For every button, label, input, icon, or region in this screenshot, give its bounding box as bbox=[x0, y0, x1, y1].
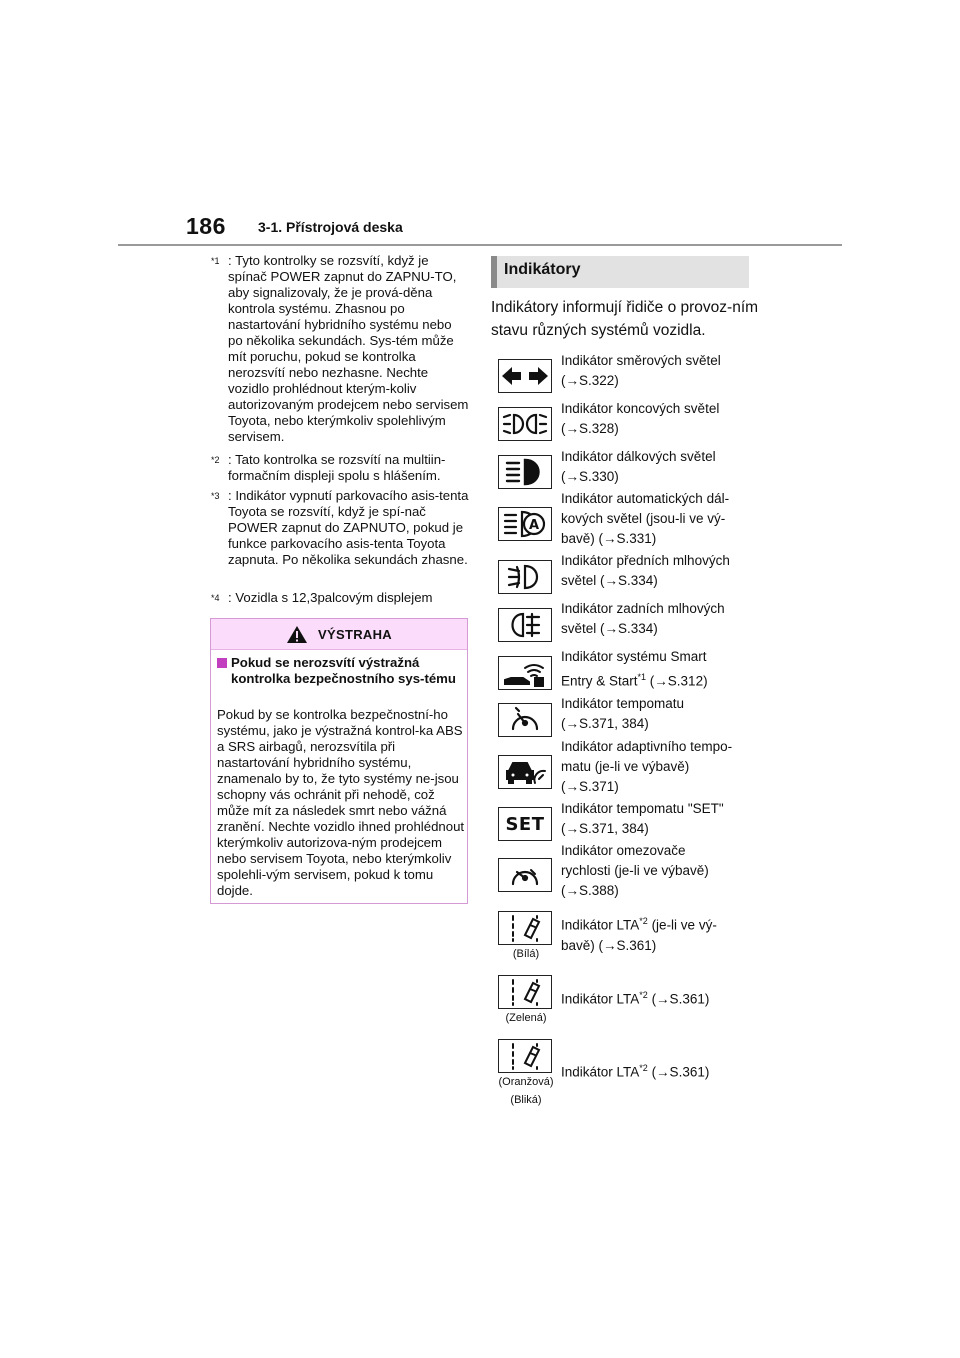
indicator-description: Indikátor tempomatu (→S.371, 384) bbox=[561, 696, 685, 731]
indicator-caption: (Oranžová) bbox=[498, 1076, 554, 1088]
footnote-text: : Tyto kontrolky se rozsvítí, když je spínač POWER zapnut do ZAPNU-TO, aby signalizovaly, že je prová-děna kontrola systému. Zhasnou po nastartování hybridního systému nebo po několika sekundách. Sys-tém může mít poruchu, pokud se kontrolka nerozsvítí nebo nezhasne. Nechte vozidlo prohlédnout kterým-koliv autorizovaným prodejcem nebo servisem Toyota, nebo kterýmkoliv spolehlivým servisem. bbox=[228, 253, 469, 444]
indicator-caption: (Bliká) bbox=[510, 1094, 542, 1106]
lta-icon bbox=[498, 975, 552, 1009]
footnote-text: : Indikátor vypnutí parkovacího asis-tenta Toyota se rozsvítí, když je spí-nač POWER zapnut do ZAPNUTO, pokud je funkce parkovacího asis-tenta Toyota zapnuta. Po několika sekundách zhasne. bbox=[228, 488, 469, 567]
indicator-caption: (Zelená) bbox=[505, 1012, 547, 1024]
footnote-2 bbox=[211, 452, 469, 484]
smart-entry-key-icon bbox=[498, 656, 552, 690]
bullet-square-icon bbox=[217, 658, 227, 668]
footnote-marker: *2 bbox=[211, 455, 220, 465]
indicator-description: Indikátor adaptivního tempo- matu (je-li ve výbavě) (→S.371) bbox=[561, 739, 733, 794]
adaptive-cruise-icon bbox=[498, 755, 552, 789]
footnote-4 bbox=[211, 590, 469, 606]
auto-high-beam-icon bbox=[498, 507, 552, 541]
indicator-description: Indikátor dálkových světel (→S.330) bbox=[561, 449, 716, 484]
warning-body: Pokud by se kontrolka bezpečnostní-ho systému, jako je výstražná kontrol-ka ABS a SRS airbagů, nerozsvítila při nastartování hybridního systému, znamenalo by to, že tyto systémy ne-jsou schopny vás ochránit při nehodě, což může mít za následek smrt nebo vážná zranění. Nechte vozidlo ihned prohlédnout kterýmkoliv autorizova-ným prodejcem nebo servisem Toyota, nebo kterýmkoliv spolehli-vým servisem, pokud k tomu dojde. bbox=[217, 707, 465, 898]
indicator-description: Indikátor automatických dál- kových světel (jsou-li ve vý- bavě) (→S.331) bbox=[561, 491, 730, 546]
warning-header bbox=[211, 619, 467, 650]
indicator-description: Indikátor LTA$^{*2}$ (→S.361) bbox=[561, 1063, 710, 1080]
turn-signal-icon bbox=[498, 359, 552, 393]
svg-text:A: A bbox=[528, 518, 540, 533]
indicator-description: Indikátor předních mlhových světel (→S.334) bbox=[561, 553, 730, 588]
warning-subheading bbox=[217, 655, 461, 687]
warning-box bbox=[210, 618, 468, 904]
footnote-1 bbox=[211, 253, 469, 445]
set-label: SET bbox=[505, 813, 545, 835]
footnote-text: : Vozidla s 12,3palcovým displejem bbox=[228, 590, 433, 605]
indicator-description: Indikátor LTA$^{*2}$ (je-li ve vý- bavě) (→S.361) bbox=[561, 916, 717, 953]
footnote-marker: *3 bbox=[211, 491, 220, 501]
indicator-description: Indikátor omezovače rychlosti (je-li ve výbavě) (→S.388) bbox=[561, 843, 709, 898]
rear-fog-light-icon bbox=[498, 608, 552, 642]
lta-icon bbox=[498, 1039, 552, 1073]
footnote-3 bbox=[211, 488, 469, 568]
indicator-description: Indikátor tempomatu "SET" (→S.371, 384) bbox=[561, 801, 724, 836]
warning-title: VÝSTRAHA bbox=[318, 626, 392, 642]
section-title: 3-1. Přístrojová deska bbox=[258, 219, 403, 235]
warning-triangle-icon bbox=[286, 625, 308, 644]
tail-light-icon bbox=[498, 407, 552, 441]
footnote-text: : Tato kontrolka se rozsvítí na multiin-formačním displeji spolu s hlášením. bbox=[228, 452, 446, 483]
speed-limiter-icon bbox=[498, 858, 552, 892]
indicator-description: Indikátor zadních mlhových světel (→S.334) bbox=[561, 601, 725, 636]
indicator-description: Indikátor systému Smart Entry & Start$^{*1}$ (→S.312) bbox=[561, 649, 708, 689]
indicators-heading bbox=[491, 256, 749, 288]
front-fog-light-icon bbox=[498, 560, 552, 594]
footnote-marker: *1 bbox=[211, 256, 220, 266]
indicator-caption: (Bílá) bbox=[512, 948, 540, 960]
warning-subheading-text: Pokud se nerozsvítí výstražná kontrolka bezpečnostního sys-tému bbox=[231, 655, 456, 686]
indicators-intro: Indikátory informují řidiče o provoz-ním stavu různých systémů vozidla. bbox=[491, 299, 759, 339]
indicator-description: Indikátor koncových světel (→S.328) bbox=[561, 401, 720, 436]
indicator-description: Indikátor směrových světel (→S.322) bbox=[561, 353, 721, 388]
high-beam-icon bbox=[498, 455, 552, 489]
set-icon bbox=[498, 807, 552, 841]
indicator-description: Indikátor LTA$^{*2}$ (→S.361) bbox=[561, 990, 710, 1007]
cruise-control-icon bbox=[498, 703, 552, 737]
indicators-heading-text: Indikátory bbox=[504, 261, 581, 278]
footnote-marker: *4 bbox=[211, 593, 220, 603]
page-number: 186 bbox=[186, 213, 226, 239]
header-divider bbox=[118, 244, 842, 246]
lta-icon bbox=[498, 911, 552, 945]
